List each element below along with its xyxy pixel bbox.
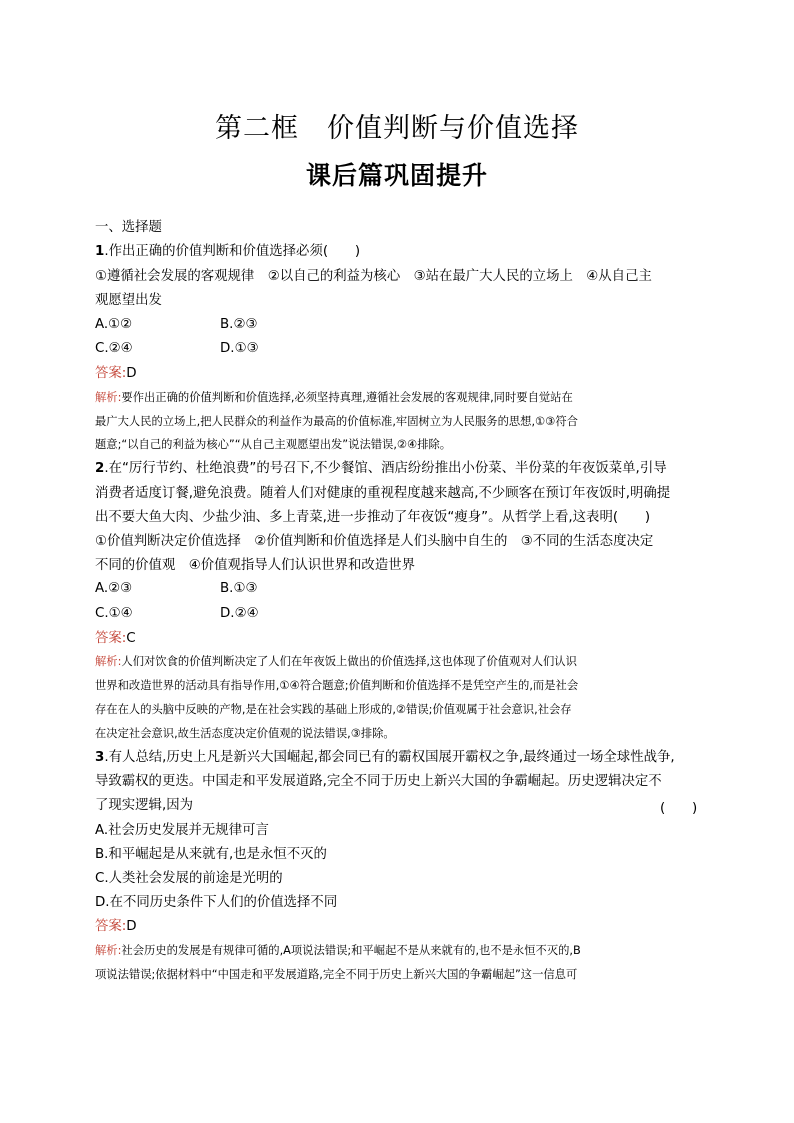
explanation-label: 解析: xyxy=(95,655,122,668)
question-2-stem-line-1 xyxy=(95,460,667,478)
question-1-items-line-2: 观愿望出发 xyxy=(95,293,162,308)
explanation-label: 解析: xyxy=(95,944,122,957)
question-3-explanation-line-1 xyxy=(95,942,581,960)
question-2-stem-line-2: 消费者适度订餐,避免浪费。随着人们对健康的重视程度越来越高,不少顾客在预订年夜饭时,明确提 xyxy=(95,486,671,501)
question-3-answer-blank: ( ) xyxy=(660,801,698,816)
answer-value: C xyxy=(126,631,136,646)
page-title: 第二框 价值判断与价值选择 xyxy=(215,113,579,144)
question-3-stem-line-2: 导致霸权的更迭。中国走和平发展道路,完全不同于历史上新兴大国的争霸崛起。历史逻辑决定不 xyxy=(95,774,662,789)
answer-value: D xyxy=(126,919,137,934)
question-2-explanation-line-1 xyxy=(95,653,577,671)
question-2-option-d: D.②④ xyxy=(220,606,259,621)
question-1-option-d: D.①③ xyxy=(220,341,259,356)
question-3-stem-line-3: 了现实逻辑,因为 xyxy=(95,798,193,813)
question-2-option-b: B.①③ xyxy=(220,581,258,596)
question-3-option-b: B.和平崛起是从来就有,也是永恒不灭的 xyxy=(95,847,327,862)
answer-label: 答案: xyxy=(95,919,127,934)
question-1-answer xyxy=(95,365,137,383)
question-1-text: .作出正确的价值判断和价值选择必须( ) xyxy=(104,244,361,259)
question-3-option-a: A.社会历史发展并无规律可言 xyxy=(95,823,269,838)
question-3-text: .有人总结,历史上凡是新兴大国崛起,都会同已有的霸权国展开霸权之争,最终通过一场全球性战争, xyxy=(104,750,675,765)
explanation-text: 要作出正确的价值判断和价值选择,必须坚持真理,遵循社会发展的客观规律,同时要自觉站在 xyxy=(121,391,573,404)
question-3-answer xyxy=(95,918,137,936)
question-2-text: .在“厉行节约、杜绝浪费”的号召下,不少餐馆、酒店纷纷推出小份菜、半份菜的年夜饭菜单,引导 xyxy=(104,461,667,476)
question-2-items-line-1: ①价值判断决定价值选择 ②价值判断和价值选择是人们头脑中自生的 ③不同的生活态度决定 xyxy=(95,534,654,549)
question-1-option-a: A.①② xyxy=(95,317,133,332)
question-2-option-c: C.①④ xyxy=(95,606,133,621)
question-3-option-d: D.在不同历史条件下人们的价值选择不同 xyxy=(95,895,338,910)
question-1-stem xyxy=(95,243,360,261)
question-1-explanation-line-3: 题意;“以自己的利益为核心”“从自己主观愿望出发”说法错误,②④排除。 xyxy=(95,438,452,451)
question-2-items-line-2: 不同的价值观 ④价值观指导人们认识世界和改造世界 xyxy=(95,558,415,573)
question-3-option-c: C.人类社会发展的前途是光明的 xyxy=(95,871,283,886)
question-3-explanation-line-2: 项说法错误;依据材料中“中国走和平发展道路,完全不同于历史上新兴大国的争霸崛起”这一信息可 xyxy=(95,968,578,981)
question-1-explanation-line-1 xyxy=(95,389,573,407)
question-2-option-a: A.②③ xyxy=(95,581,133,596)
answer-value: D xyxy=(126,366,137,381)
answer-label: 答案: xyxy=(95,631,127,646)
question-2-explanation-line-2: 世界和改造世界的活动具有指导作用,①④符合题意;价值判断和价值选择不是凭空产生的,而是社会 xyxy=(95,679,579,692)
question-3-number: 3 xyxy=(95,750,105,765)
explanation-label: 解析: xyxy=(95,391,122,404)
question-3-stem-line-1 xyxy=(95,749,675,767)
question-1-items-line-1: ①遵循社会发展的客观规律 ②以自己的利益为核心 ③站在最广大人民的立场上 ④从自己主 xyxy=(95,269,652,284)
question-1-number: 1 xyxy=(95,244,105,259)
question-2-number: 2 xyxy=(95,461,105,476)
question-2-stem-line-3: 出不要大鱼大肉、少盐少油、多上青菜,进一步推动了年夜饭“瘦身”。从哲学上看,这表明( ) xyxy=(95,510,651,525)
question-1-option-c: C.②④ xyxy=(95,341,133,356)
question-2-answer xyxy=(95,630,136,648)
question-1-explanation-line-2: 最广大人民的立场上,把人民群众的利益作为最高的价值标准,牢固树立为人民服务的思想,①③符合 xyxy=(95,415,578,428)
answer-label: 答案: xyxy=(95,366,127,381)
explanation-text: 社会历史的发展是有规律可循的,A项说法错误;和平崛起不是从来就有的,也不是永恒不灭的,B xyxy=(121,944,581,957)
explanation-text: 人们对饮食的价值判断决定了人们在年夜饭上做出的价值选择,这也体现了价值观对人们认识 xyxy=(121,655,577,668)
question-2-explanation-line-4: 在决定社会意识,故生活态度决定价值观的说法错误,③排除。 xyxy=(95,727,395,740)
question-1-option-b: B.②③ xyxy=(220,317,258,332)
section-heading: 一、选择题 xyxy=(95,220,162,235)
question-2-explanation-line-3: 存在在人的头脑中反映的产物,是在社会实践的基础上形成的,②错误;价值观属于社会意识,社会存 xyxy=(95,703,572,716)
page-subtitle: 课后篇巩固提升 xyxy=(305,161,488,190)
